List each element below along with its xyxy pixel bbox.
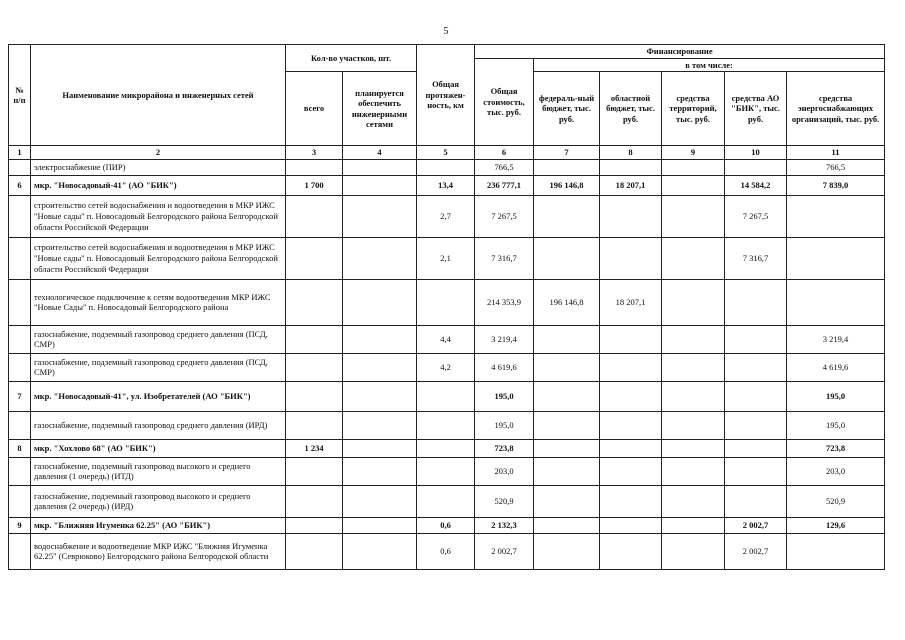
row-number bbox=[9, 279, 31, 325]
row-name: электроснабжение (ПИР) bbox=[31, 159, 286, 175]
row-name: газоснабжение, подземный газопровод среднего давления (ИРД) bbox=[31, 411, 286, 439]
table-row bbox=[9, 533, 885, 569]
length-km: 13,4 bbox=[417, 175, 475, 195]
table-row bbox=[9, 195, 885, 237]
bik-funds: 2 002,7 bbox=[725, 533, 787, 569]
territory-funds bbox=[662, 237, 725, 279]
federal-budget: 196 146,8 bbox=[534, 175, 600, 195]
column-index: 8 bbox=[600, 146, 662, 160]
plots-planned bbox=[343, 411, 417, 439]
total-cost: 7 267,5 bbox=[475, 195, 534, 237]
plots-planned bbox=[343, 159, 417, 175]
energy-funds: 203,0 bbox=[787, 457, 885, 485]
bik-funds bbox=[725, 439, 787, 457]
table-row bbox=[9, 411, 885, 439]
column-index-row bbox=[9, 146, 885, 160]
table-row bbox=[9, 237, 885, 279]
bik-funds: 14 584,2 bbox=[725, 175, 787, 195]
plots-total: 1 234 bbox=[286, 439, 343, 457]
federal-budget bbox=[534, 439, 600, 457]
length-km: 2,7 bbox=[417, 195, 475, 237]
energy-funds: 766,5 bbox=[787, 159, 885, 175]
territory-funds bbox=[662, 485, 725, 517]
total-cost: 520,9 bbox=[475, 485, 534, 517]
territory-funds bbox=[662, 175, 725, 195]
regional-budget bbox=[600, 485, 662, 517]
row-number bbox=[9, 485, 31, 517]
row-number bbox=[9, 411, 31, 439]
column-index: 9 bbox=[662, 146, 725, 160]
territory-funds bbox=[662, 411, 725, 439]
length-km bbox=[417, 457, 475, 485]
total-cost: 723,8 bbox=[475, 439, 534, 457]
header-including: в том числе: bbox=[534, 58, 885, 72]
federal-budget bbox=[534, 485, 600, 517]
federal-budget bbox=[534, 381, 600, 411]
total-cost: 766,5 bbox=[475, 159, 534, 175]
regional-budget bbox=[600, 381, 662, 411]
header-financing: Финансирование bbox=[475, 45, 885, 59]
regional-budget bbox=[600, 457, 662, 485]
federal-budget bbox=[534, 237, 600, 279]
table-row bbox=[9, 485, 885, 517]
header-name: Наименование микрорайона и инженерных сетей bbox=[31, 45, 286, 146]
length-km: 4,2 bbox=[417, 353, 475, 381]
plots-total bbox=[286, 381, 343, 411]
column-index: 1 bbox=[9, 146, 31, 160]
territory-funds bbox=[662, 353, 725, 381]
regional-budget: 18 207,1 bbox=[600, 279, 662, 325]
row-number bbox=[9, 195, 31, 237]
regional-budget bbox=[600, 411, 662, 439]
energy-funds bbox=[787, 533, 885, 569]
plots-total bbox=[286, 325, 343, 353]
energy-funds bbox=[787, 237, 885, 279]
row-number bbox=[9, 237, 31, 279]
total-cost: 3 219,4 bbox=[475, 325, 534, 353]
length-km bbox=[417, 411, 475, 439]
energy-funds bbox=[787, 195, 885, 237]
column-index: 4 bbox=[343, 146, 417, 160]
energy-funds: 7 839,0 bbox=[787, 175, 885, 195]
column-index: 5 bbox=[417, 146, 475, 160]
territory-funds bbox=[662, 381, 725, 411]
column-index: 6 bbox=[475, 146, 534, 160]
total-cost: 4 619,6 bbox=[475, 353, 534, 381]
table-row bbox=[9, 159, 885, 175]
bik-funds bbox=[725, 325, 787, 353]
length-km bbox=[417, 439, 475, 457]
bik-funds bbox=[725, 411, 787, 439]
row-name: газоснабжение, подземный газопровод высокого и среднего давления (1 очередь) (ИТД) bbox=[31, 457, 286, 485]
energy-funds: 195,0 bbox=[787, 411, 885, 439]
plots-total: 1 700 bbox=[286, 175, 343, 195]
bik-funds bbox=[725, 381, 787, 411]
energy-funds: 3 219,4 bbox=[787, 325, 885, 353]
energy-funds bbox=[787, 279, 885, 325]
length-km bbox=[417, 381, 475, 411]
bik-funds bbox=[725, 159, 787, 175]
column-index: 2 bbox=[31, 146, 286, 160]
table-row bbox=[9, 457, 885, 485]
plots-total bbox=[286, 279, 343, 325]
regional-budget bbox=[600, 439, 662, 457]
territory-funds bbox=[662, 517, 725, 533]
length-km: 0,6 bbox=[417, 533, 475, 569]
header-federal: федераль-ный бюджет, тыс. руб. bbox=[534, 72, 600, 146]
table-row bbox=[9, 439, 885, 457]
plots-total bbox=[286, 533, 343, 569]
regional-budget bbox=[600, 517, 662, 533]
territory-funds bbox=[662, 325, 725, 353]
table-row bbox=[9, 381, 885, 411]
table-header bbox=[9, 45, 885, 160]
header-bik: средства АО "БИК", тыс. руб. bbox=[725, 72, 787, 146]
total-cost: 195,0 bbox=[475, 411, 534, 439]
plots-planned bbox=[343, 353, 417, 381]
length-km: 4,4 bbox=[417, 325, 475, 353]
row-number: 9 bbox=[9, 517, 31, 533]
plots-planned bbox=[343, 175, 417, 195]
row-number bbox=[9, 457, 31, 485]
total-cost: 236 777,1 bbox=[475, 175, 534, 195]
row-name: мкр. "Хохлово 68" (АО "БИК") bbox=[31, 439, 286, 457]
header-plots-total: всего bbox=[286, 72, 343, 146]
federal-budget bbox=[534, 325, 600, 353]
header-plots: Кол-во участков, шт. bbox=[286, 45, 417, 72]
row-name: газоснабжение, подземный газопровод высокого и среднего давления (2 очередь) (ИРД) bbox=[31, 485, 286, 517]
bik-funds: 7 316,7 bbox=[725, 237, 787, 279]
table-row bbox=[9, 353, 885, 381]
header-plots-planned: планируется обеспечить инженерными сетями bbox=[343, 72, 417, 146]
row-name: мкр. "Новосадовый-41", ул. Изобретателей (АО "БИК") bbox=[31, 381, 286, 411]
bik-funds bbox=[725, 485, 787, 517]
row-name: строительство сетей водоснабжения и водоотведения в МКР ИЖС "Новые сады" п. Новосадовый Белгородского района Белгородской области Российской Федерации bbox=[31, 195, 286, 237]
table-row bbox=[9, 325, 885, 353]
federal-budget bbox=[534, 457, 600, 485]
plots-total bbox=[286, 237, 343, 279]
energy-funds: 723,8 bbox=[787, 439, 885, 457]
plots-total bbox=[286, 353, 343, 381]
header-territory: средства территорий, тыс. руб. bbox=[662, 72, 725, 146]
regional-budget bbox=[600, 195, 662, 237]
length-km: 2,1 bbox=[417, 237, 475, 279]
financing-table bbox=[8, 44, 885, 570]
federal-budget bbox=[534, 159, 600, 175]
territory-funds bbox=[662, 457, 725, 485]
bik-funds bbox=[725, 457, 787, 485]
plots-total bbox=[286, 485, 343, 517]
territory-funds bbox=[662, 439, 725, 457]
plots-planned bbox=[343, 485, 417, 517]
table-body bbox=[9, 159, 885, 569]
length-km bbox=[417, 159, 475, 175]
column-index: 10 bbox=[725, 146, 787, 160]
plots-planned bbox=[343, 439, 417, 457]
plots-planned bbox=[343, 325, 417, 353]
energy-funds: 4 619,6 bbox=[787, 353, 885, 381]
row-name: газоснабжение, подземный газопровод среднего давления (ПСД, СМР) bbox=[31, 353, 286, 381]
total-cost: 203,0 bbox=[475, 457, 534, 485]
length-km bbox=[417, 279, 475, 325]
row-number: 6 bbox=[9, 175, 31, 195]
territory-funds bbox=[662, 279, 725, 325]
regional-budget bbox=[600, 237, 662, 279]
plots-planned bbox=[343, 517, 417, 533]
regional-budget bbox=[600, 533, 662, 569]
territory-funds bbox=[662, 195, 725, 237]
federal-budget bbox=[534, 517, 600, 533]
header-num: № п/п bbox=[9, 45, 31, 146]
federal-budget: 196 146,8 bbox=[534, 279, 600, 325]
row-name: мкр. "Ближняя Игуменка 62.25" (АО "БИК") bbox=[31, 517, 286, 533]
header-energy: средства энергоснабжающих организаций, тыс. руб. bbox=[787, 72, 885, 146]
total-cost: 2 002,7 bbox=[475, 533, 534, 569]
plots-planned bbox=[343, 237, 417, 279]
total-cost: 2 132,3 bbox=[475, 517, 534, 533]
plots-total bbox=[286, 517, 343, 533]
territory-funds bbox=[662, 159, 725, 175]
length-km bbox=[417, 485, 475, 517]
plots-total bbox=[286, 457, 343, 485]
federal-budget bbox=[534, 195, 600, 237]
page-number: 5 bbox=[443, 26, 449, 37]
plots-total bbox=[286, 411, 343, 439]
plots-total bbox=[286, 195, 343, 237]
table-row bbox=[9, 175, 885, 195]
row-number: 8 bbox=[9, 439, 31, 457]
row-number: 7 bbox=[9, 381, 31, 411]
federal-budget bbox=[534, 533, 600, 569]
plots-planned bbox=[343, 533, 417, 569]
length-km: 0,6 bbox=[417, 517, 475, 533]
energy-funds: 195,0 bbox=[787, 381, 885, 411]
column-index: 7 bbox=[534, 146, 600, 160]
regional-budget: 18 207,1 bbox=[600, 175, 662, 195]
row-name: газоснабжение, подземный газопровод среднего давления (ПСД, СМР) bbox=[31, 325, 286, 353]
bik-funds: 7 267,5 bbox=[725, 195, 787, 237]
plots-planned bbox=[343, 279, 417, 325]
total-cost: 195,0 bbox=[475, 381, 534, 411]
header-length: Общая протяжен-ность, км bbox=[417, 45, 475, 146]
energy-funds: 129,6 bbox=[787, 517, 885, 533]
territory-funds bbox=[662, 533, 725, 569]
plots-total bbox=[286, 159, 343, 175]
bik-funds bbox=[725, 279, 787, 325]
plots-planned bbox=[343, 457, 417, 485]
bik-funds: 2 002,7 bbox=[725, 517, 787, 533]
row-name: мкр. "Новосадовый-41" (АО "БИК") bbox=[31, 175, 286, 195]
table-row bbox=[9, 279, 885, 325]
total-cost: 7 316,7 bbox=[475, 237, 534, 279]
row-number bbox=[9, 325, 31, 353]
row-name: технологическое подключение к сетям водоотведения МКР ИЖС "Новые Сады" п. Новосадовый Белгородского района bbox=[31, 279, 286, 325]
row-number bbox=[9, 353, 31, 381]
row-number bbox=[9, 533, 31, 569]
bik-funds bbox=[725, 353, 787, 381]
regional-budget bbox=[600, 353, 662, 381]
total-cost: 214 353,9 bbox=[475, 279, 534, 325]
regional-budget bbox=[600, 159, 662, 175]
column-index: 3 bbox=[286, 146, 343, 160]
plots-planned bbox=[343, 195, 417, 237]
header-regional: областной бюджет, тыс. руб. bbox=[600, 72, 662, 146]
plots-planned bbox=[343, 381, 417, 411]
federal-budget bbox=[534, 411, 600, 439]
regional-budget bbox=[600, 325, 662, 353]
column-index: 11 bbox=[787, 146, 885, 160]
federal-budget bbox=[534, 353, 600, 381]
row-name: строительство сетей водоснабжения и водоотведения в МКР ИЖС "Новые сады" п. Новосадовый Белгородского района Белгородской области Российской Федерации bbox=[31, 237, 286, 279]
energy-funds: 520,9 bbox=[787, 485, 885, 517]
row-number bbox=[9, 159, 31, 175]
header-total-cost: Общая стоимость, тыс. руб. bbox=[475, 58, 534, 146]
table-row bbox=[9, 517, 885, 533]
row-name: водоснабжение и водоотведение МКР ИЖС "Ближняя Игуменка 62.25" (Севрюково) Белгородского района Белгородской области bbox=[31, 533, 286, 569]
